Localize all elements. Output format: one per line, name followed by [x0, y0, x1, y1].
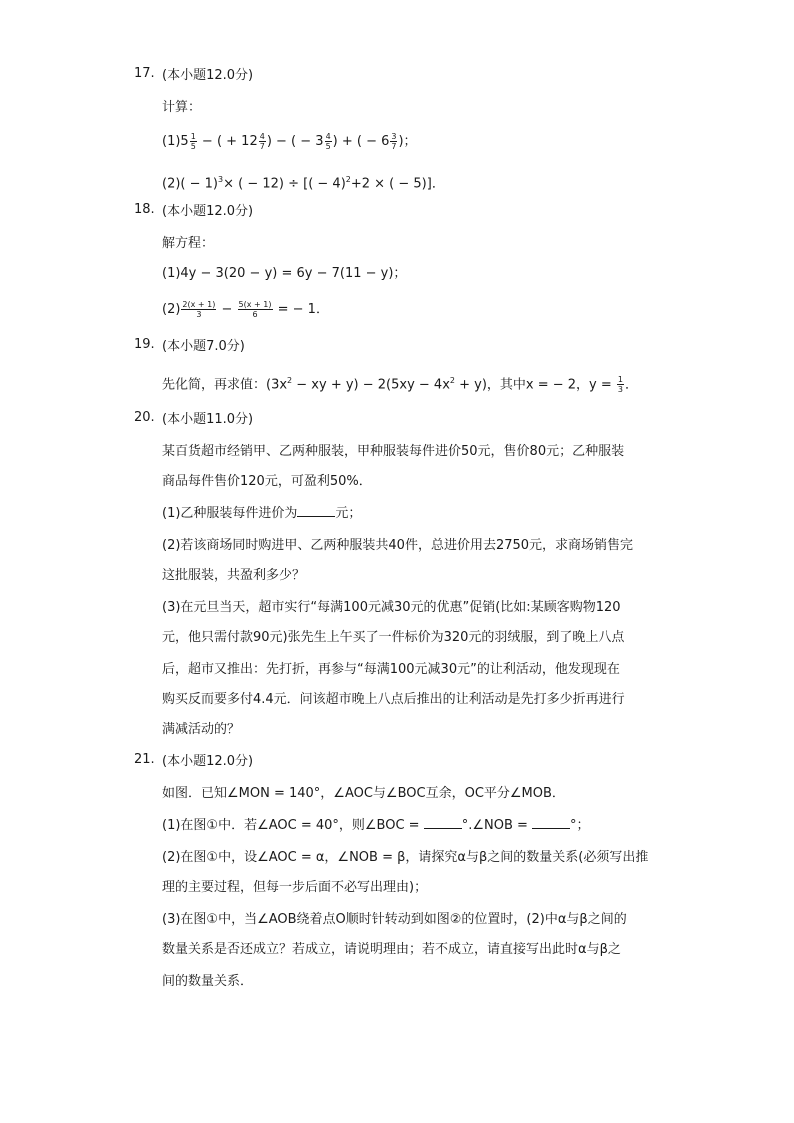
- sub-question-1: (1)乙种服装每件进价为 元；: [162, 506, 362, 521]
- fraction: $\frac{1}{5}$: [190, 132, 196, 151]
- question-number: 19.: [134, 337, 155, 352]
- question-header: (本小题12.0分): [162, 68, 254, 83]
- sub-question-2: (2)在图①中，设∠AOC = α，∠NOB = β，请探究α与β之间的数量关系(必须写出推: [162, 850, 649, 865]
- question-text: 满减活动的？: [162, 722, 241, 737]
- question-header: (本小题11.0分): [162, 412, 254, 427]
- sub-question-1: (1)在图①中．若∠AOC = 40°，则∠BOC = °.∠NOB = °；: [162, 818, 590, 833]
- sub-question-1: (1)4y − 3(20 − y) = 6y − 7(11 − y)；: [162, 266, 407, 281]
- answer-blank: [297, 504, 335, 517]
- sub-question-2: (2)若该商场同时购进甲、乙两种服装共40件，总进价用去2750元，求商场销售完: [162, 538, 634, 553]
- fraction: $\frac{1}{3}$: [617, 375, 623, 395]
- question-text: 理的主要过程，但每一步后面不必写出理由)；: [162, 880, 428, 895]
- question-text: 数量关系是否还成立？若成立，请说明理由；若不成立，请直接写出此时α与β之: [162, 942, 621, 957]
- fraction: $\frac{2(x + 1)}{3}$: [182, 300, 216, 319]
- question-text: 购买反而要多付4.4元．问该超市晚上八点后推出的让利活动是先打多少折再进行: [162, 692, 625, 707]
- question-intro: 计算：: [162, 100, 202, 115]
- question-text: 如图．已知∠MON = 140°，∠AOC与∠BOC互余，OC平分∠MOB．: [162, 786, 565, 801]
- question-header: (本小题12.0分): [162, 204, 254, 219]
- question-text: 元，他只需付款90元)张先生上午买了一件标价为320元的羽绒服，到了晚上八点: [162, 630, 625, 645]
- question-header: (本小题12.0分): [162, 754, 254, 769]
- sub-question-3: (3)在元旦当天，超市实行“每满100元减30元的优惠”促销(比如:某顾客购物120: [162, 600, 621, 615]
- question-intro: 解方程：: [162, 236, 215, 251]
- question-text: 某百货超市经销甲、乙两种服装，甲种服装每件进价50元，售价80元；乙种服装: [162, 444, 625, 459]
- fraction: $\frac{4}{5}$: [325, 132, 331, 151]
- sub-question-2: $(2)( - 1)^3\times$ ( − 12) ÷ [( − 4)$^2$+2 × ( − 5)]．: [162, 175, 445, 192]
- fraction: $\frac{3}{7}$: [391, 132, 397, 151]
- answer-blank: [532, 816, 570, 829]
- question-number: 21.: [134, 752, 155, 767]
- sub-question-3: (3)在图①中，当∠AOB绕着点O顺时针转动到如图②的位置时，(2)中α与β之间的: [162, 912, 627, 927]
- question-text: 间的数量关系．: [162, 974, 254, 989]
- question-body: 先化简，再求值：($3x^2$ − xy + $y) - 2(5xy - 4x^2 + y)$，其中x = − 2，y = $\frac{1}{3}$ ．: [162, 375, 639, 395]
- fraction: $\frac{4}{7}$: [259, 132, 265, 151]
- question-number: 20.: [134, 410, 155, 425]
- sub-question-2: (2) $\frac{2(x + 1)}{3}$ − $\frac{5(x + 1)}{6}$ = − 1．: [162, 300, 329, 319]
- question-text: 这批服装，共盈利多少？: [162, 568, 306, 583]
- question-number: 18.: [134, 202, 155, 217]
- question-text: 后，超市又推出：先打折，再参与“每满100元减30元”的让利活动，他发现现在: [162, 662, 620, 677]
- question-text: 商品每件售价120元，可盈利50%．: [162, 474, 372, 489]
- fraction: $\frac{5(x + 1)}{6}$: [238, 300, 272, 319]
- question-number: 17.: [134, 66, 155, 81]
- question-header: (本小题7.0分): [162, 339, 245, 354]
- answer-blank: [424, 816, 462, 829]
- sub-question-1: (1)5 $\frac{1}{5}$ − ( + 12 $\frac{4}{7}$ ) − ( − 3 $\frac{4}{5}$ ) + ( − 6 $\frac{3}{7}$ )；: [162, 132, 417, 151]
